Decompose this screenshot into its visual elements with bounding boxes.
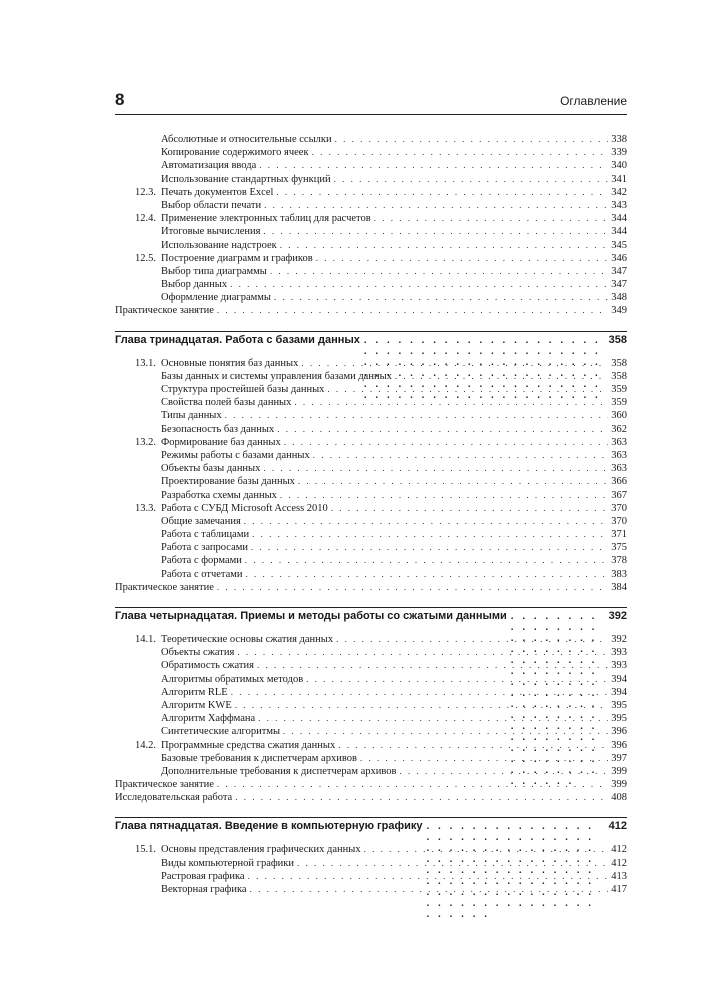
entry-page-number: 367 [611,489,627,501]
entry-title: Общие замечания [161,515,241,527]
entry-title: Растровая графика [161,870,245,882]
toc-entry [115,633,627,646]
chapter-page-number: 412 [608,820,627,833]
toc-entry [115,409,627,422]
entry-page-number: 344 [611,226,627,238]
entry-page-number: 408 [611,792,627,804]
chapter-title: Глава пятнадцатая. Введение в компьютерную графику [115,820,423,833]
dot-leader [217,304,608,317]
dot-leader [277,423,608,436]
entry-title: Виды компьютерной графики [161,857,294,869]
toc-entry [115,686,627,699]
entry-title: Теоретические основы сжатия данных [161,634,334,645]
toc-entry [115,739,627,752]
entry-page-number: 392 [611,634,627,645]
toc-entry [115,436,627,449]
entry-title: Использование стандартных функций [161,173,331,185]
dot-leader [246,568,609,581]
section-number: 14.2. [135,739,156,751]
entry-page-number: 412 [611,857,627,869]
entry-page-number: 362 [611,423,627,435]
chapter-heading [115,331,627,355]
entry-title: Использование надстроек [161,239,277,251]
entry-title: Построение диаграмм и графиков [161,252,313,264]
toc-entry [115,199,627,212]
entry-title: Оформление диаграммы [161,292,271,304]
dot-leader [280,489,608,502]
entry-title: Базы данных и системы управления базами данных [161,370,392,382]
entry-title: Выбор типа диаграммы [161,265,267,277]
entry-page-number: 363 [611,449,627,461]
dot-leader [306,673,608,686]
toc-entry [115,383,627,396]
entry-title: Типы данных [161,410,222,422]
entry-title: Синтетические алгоритмы [161,726,281,738]
section-number: 13.1. [135,357,156,369]
entry-page-number: 345 [611,239,627,251]
dot-leader [230,278,608,291]
toc-entry [115,212,627,225]
dot-leader [244,515,608,528]
toc-entry [115,712,627,725]
entry-title: Работа с СУБД Microsoft Access 2010 [161,502,328,514]
entry-title: Алгоритм Хаффмана [161,713,256,725]
dot-leader [274,291,608,304]
entry-page-number: 371 [611,529,627,541]
dot-leader [334,173,609,186]
chapter-heading [115,817,627,841]
entry-title: Практическое занятие [115,581,214,593]
entry-page-number: 338 [611,134,627,145]
dot-leader [283,725,608,738]
entry-title: Алгоритмы обратимых методов [161,673,304,685]
dot-leader [327,383,608,396]
entry-page-number: 393 [611,660,627,672]
entry-title: Алгоритм RLE [161,686,228,698]
entry-title: Основные понятия баз данных [161,357,299,369]
entry-page-number: 358 [611,370,627,382]
toc-entry [115,725,627,738]
dot-leader [235,791,608,804]
entry-title: Абсолютные и относительные ссылки [161,134,332,145]
toc-entry [115,659,627,672]
dot-leader [395,370,608,383]
entry-page-number: 346 [611,252,627,264]
running-title: Оглавление [560,94,627,108]
dot-leader [297,857,608,870]
toc-block [115,607,627,804]
toc-entry [115,541,627,554]
chapter-heading [115,607,627,631]
toc-entry [115,252,627,265]
entry-title: Структура простейшей базы данных [161,384,325,395]
toc-entry [115,423,627,436]
entry-title: Программные средства сжатия данных [161,739,336,751]
entry-title: Объекты базы данных [161,463,261,475]
dot-leader [360,752,608,765]
dot-leader [264,199,608,212]
entry-page-number: 343 [611,199,627,211]
entry-page-number: 395 [611,699,627,711]
dot-leader [298,475,608,488]
toc-entry [115,646,627,659]
dot-leader [316,252,609,265]
dot-leader [225,409,609,422]
page-header [115,88,627,115]
dot-leader [270,265,608,278]
dot-leader [263,225,608,238]
section-number: 13.3. [135,502,156,514]
entry-page-number: 384 [611,581,627,593]
entry-title: Векторная графика [161,884,247,895]
toc-entry [115,489,627,502]
toc-entry [115,843,627,856]
toc-entry [115,581,627,594]
dot-leader [280,239,609,252]
entry-page-number: 394 [611,686,627,698]
entry-page-number: 417 [611,884,627,895]
dot-leader [276,186,608,199]
entry-title: Обратимость сжатия [161,660,254,672]
dot-leader [301,357,608,370]
toc-entry [115,857,627,870]
toc-entry [115,870,627,883]
entry-page-number: 394 [611,673,627,685]
toc-entry [115,357,627,370]
dot-leader [250,883,609,896]
section-number: 13.2. [135,436,156,448]
chapter-title: Глава четырнадцатая. Приемы и методы работы со сжатыми данными [115,610,507,622]
entry-title: Свойства полей базы данных [161,397,292,409]
dot-leader [312,146,609,159]
toc-block [115,331,627,594]
entry-page-number: 358 [611,357,627,369]
entry-page-number: 348 [611,292,627,304]
entry-title: Алгоритм KWE [161,699,232,711]
entry-page-number: 340 [611,160,627,172]
entry-page-number: 342 [611,186,627,198]
entry-title: Выбор данных [161,279,228,291]
toc-entry [115,173,627,186]
toc-entry [115,791,627,804]
chapter-page-number: 392 [608,610,627,622]
dot-leader [235,699,608,712]
chapter-title: Глава тринадцатая. Работа с базами данных [115,333,360,346]
toc-entry [115,568,627,581]
entry-page-number: 341 [611,173,627,185]
section-number: 12.3. [135,186,156,198]
dot-leader [258,712,608,725]
entry-page-number: 359 [611,397,627,409]
entry-title: Автоматизация ввода [161,160,257,172]
entry-title: Безопасность баз данных [161,423,275,435]
dot-leader [338,739,608,752]
toc-entry [115,225,627,238]
dot-leader [335,133,609,146]
toc-entry [115,778,627,791]
dot-leader [248,870,609,883]
dot-leader [237,646,608,659]
entry-page-number: 396 [611,739,627,751]
dot-leader [231,686,609,699]
toc-entry [115,673,627,686]
dot-leader [284,436,609,449]
toc-entry [115,449,627,462]
dot-leader [336,633,608,646]
toc-entry [115,239,627,252]
dot-leader [252,528,608,541]
entry-page-number: 395 [611,713,627,725]
toc-entry [115,370,627,383]
entry-page-number: 359 [611,384,627,395]
entry-page-number: 383 [611,568,627,580]
toc-entry [115,515,627,528]
entry-title: Печать документов Excel [161,186,274,198]
section-number: 15.1. [135,844,156,856]
section-number: 12.4. [135,213,156,225]
dot-leader [245,554,608,567]
entry-page-number: 347 [611,265,627,277]
entry-title: Основы представления графических данных [161,844,361,856]
entry-page-number: 370 [611,502,627,514]
toc-entry [115,752,627,765]
toc-entry [115,133,627,146]
entry-title: Итоговые вычисления [161,226,261,238]
toc-entry [115,475,627,488]
dot-leader [217,581,608,594]
toc-entry [115,304,627,317]
entry-page-number: 347 [611,279,627,291]
toc-entry [115,278,627,291]
dot-leader [217,778,608,791]
dot-leader [374,212,609,225]
entry-title: Формирование баз данных [161,436,281,448]
entry-title: Объекты сжатия [161,647,235,659]
entry-page-number: 363 [611,436,627,448]
dot-leader [364,843,609,856]
entry-title: Выбор области печати [161,199,262,211]
toc-entry [115,883,627,896]
dot-leader [251,541,608,554]
entry-page-number: 378 [611,555,627,567]
section-number: 12.5. [135,252,156,264]
toc-entry [115,146,627,159]
entry-title: Копирование содержимого ячеек [161,147,309,159]
toc-entry [115,528,627,541]
entry-title: Проектирование базы данных [161,476,295,488]
table-of-contents [115,133,627,896]
entry-title: Разработка схемы данных [161,489,277,501]
entry-page-number: 399 [611,765,627,777]
section-number: 14.1. [135,634,156,645]
entry-page-number: 397 [611,752,627,764]
entry-title: Практическое занятие [115,779,214,791]
entry-page-number: 344 [611,213,627,225]
toc-entry [115,554,627,567]
entry-title: Практическое занятие [115,305,214,317]
entry-title: Работа с отчетами [161,568,243,580]
toc-entry [115,265,627,278]
entry-title: Работа с таблицами [161,529,250,541]
entry-title: Дополнительные требования к диспетчерам архивов [161,765,397,777]
entry-page-number: 399 [611,779,627,791]
chapter-page-number: 358 [608,333,627,346]
toc-entry [115,462,627,475]
entry-page-number: 370 [611,515,627,527]
entry-title: Работа с формами [161,555,242,567]
entry-title: Базовые требования к диспетчерам архивов [161,752,357,764]
dot-leader [399,765,608,778]
entry-page-number: 339 [611,147,627,159]
dot-leader [263,462,608,475]
entry-page-number: 375 [611,542,627,554]
entry-page-number: 349 [611,305,627,317]
entry-page-number: 413 [611,870,627,882]
dot-leader [313,449,609,462]
toc-entry [115,291,627,304]
entry-page-number: 393 [611,647,627,659]
entry-title: Применение электронных таблиц для расчетов [161,213,371,225]
toc-entry [115,765,627,778]
dot-leader [257,659,608,672]
toc-block [115,133,627,318]
toc-block [115,817,627,896]
entry-page-number: 412 [611,844,627,856]
entry-title: Работа с запросами [161,542,249,554]
toc-entry [115,502,627,515]
entry-title: Исследовательская работа [115,792,233,804]
entry-page-number: 396 [611,726,627,738]
toc-entry [115,186,627,199]
entry-page-number: 360 [611,410,627,422]
entry-page-number: 363 [611,463,627,475]
toc-entry [115,396,627,409]
toc-entry [115,699,627,712]
dot-leader [294,396,608,409]
toc-entry [115,159,627,172]
dot-leader [259,159,608,172]
dot-leader [331,502,608,515]
page-number: 8 [115,90,125,109]
entry-page-number: 366 [611,476,627,488]
entry-title: Режимы работы с базами данных [161,449,310,461]
